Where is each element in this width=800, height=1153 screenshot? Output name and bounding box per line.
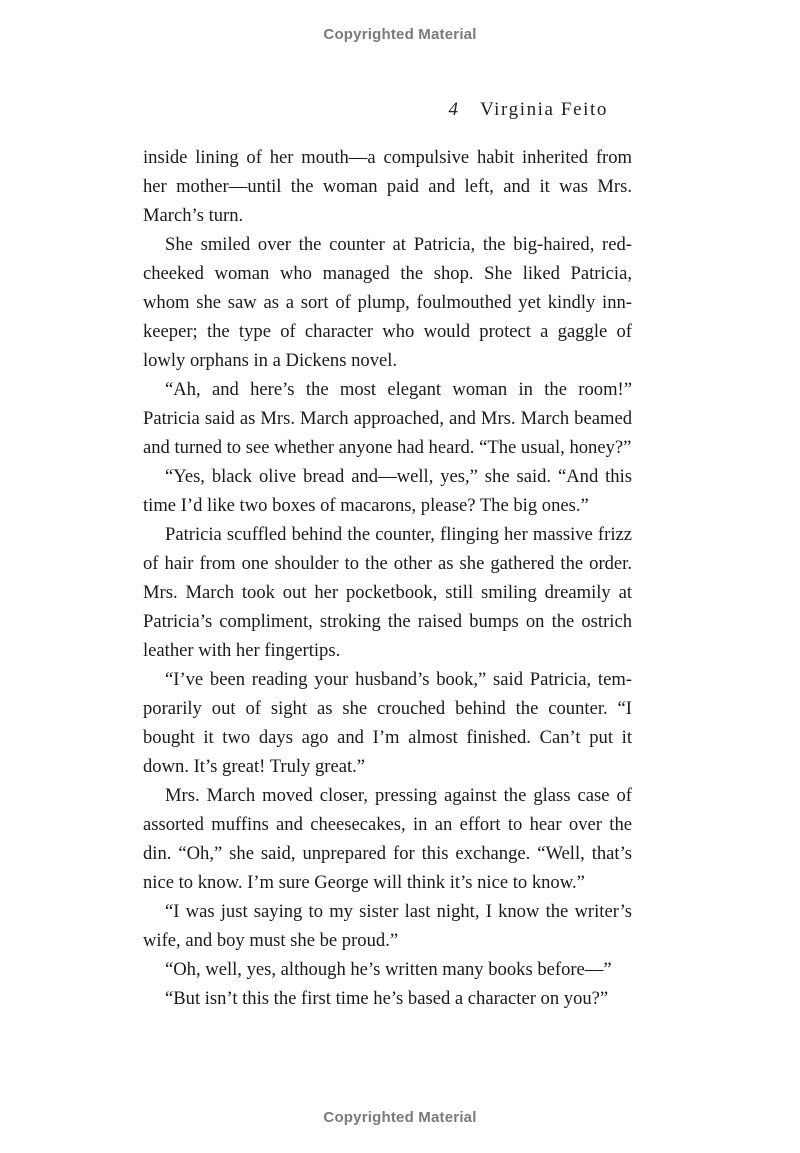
paragraph: She smiled over the counter at Patricia, the big-haired, red-cheeked woman who managed the shop. She liked Patricia, whom she saw as a sort of plump, foulmouthed yet kindly inn-keeper; the type of character who would protect a gaggle of lowly orphans in a Dickens novel. bbox=[143, 234, 632, 371]
paragraph: “But isn’t this the first time he’s based a character on you?” bbox=[165, 988, 609, 1009]
paragraph: “Yes, black olive bread and—well, yes,” she said. “And this time I’d like two boxes of macarons, please? The big ones.” bbox=[143, 466, 632, 516]
paragraph: “Ah, and here’s the most elegant woman in the room!” Patricia said as Mrs. March approached, and Mrs. March beamed and turned to see whether anyone had heard. “The usual, honey?” bbox=[143, 379, 632, 458]
paragraph: “Oh, well, yes, although he’s written many books before—” bbox=[165, 959, 612, 980]
paragraph: “I was just saying to my sister last night, I know the writer’s wife, and boy must she be proud.” bbox=[143, 901, 632, 951]
copyright-watermark-bottom: Copyrighted Material bbox=[323, 1109, 477, 1126]
paragraph: “I’ve been reading your husband’s book,” said Patricia, tem-porarily out of sight as she crouched behind the counter. “I bought it two days ago and I’m almost finished. Can’t put it down. It’s great! Truly great.” bbox=[143, 669, 632, 777]
body-text bbox=[143, 143, 632, 1013]
running-head bbox=[448, 99, 608, 121]
paragraph: Mrs. March moved closer, pressing against the glass case of assorted muffins and cheesecakes, in an effort to hear over the din. “Oh,” she said, unprepared for this exchange. “Well, that’s nice to know. I’m sure George will think it’s nice to know.” bbox=[143, 785, 632, 893]
paragraph: Patricia scuffled behind the counter, flinging her massive frizz of hair from one shoulder to the other as she gathered the order. Mrs. March took out her pocketbook, still smiling dreamily at Patricia’s compliment, stroking the raised bumps on the ostrich leather with her fingertips. bbox=[143, 524, 632, 661]
running-head-author: Virginia Feito bbox=[479, 99, 608, 120]
copyright-watermark-top: Copyrighted Material bbox=[323, 26, 477, 43]
page-number: 4 bbox=[448, 99, 458, 120]
paragraph: inside lining of her mouth—a compulsive habit inherited from her mother—until the woman paid and left, and it was Mrs. March’s turn. bbox=[143, 147, 632, 226]
